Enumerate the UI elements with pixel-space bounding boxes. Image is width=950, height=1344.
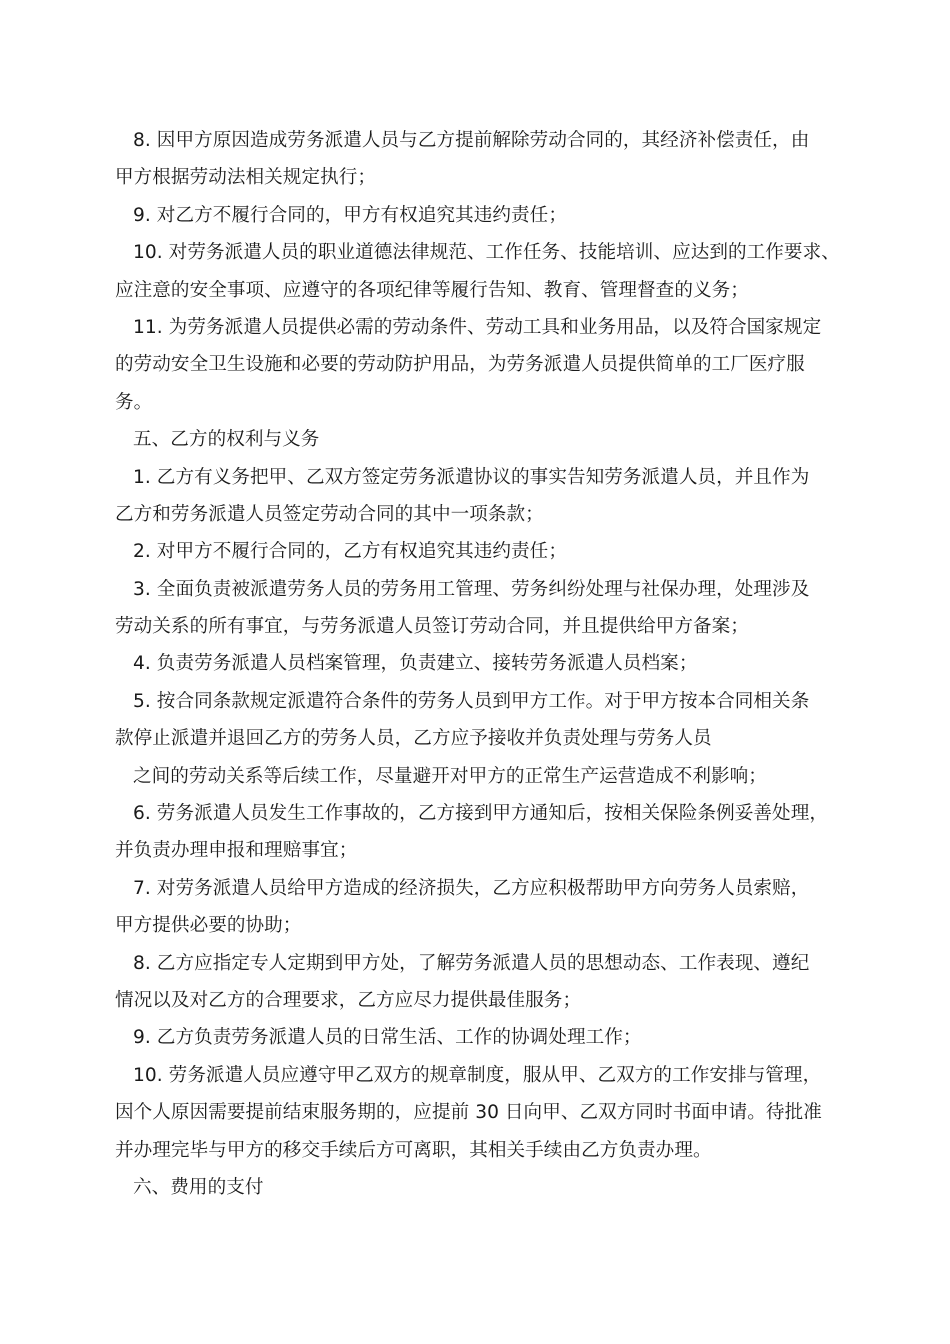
paragraph-line: 甲方提供必要的协助； <box>115 915 302 937</box>
paragraph-line: 情况以及对乙方的合理要求，乙方应尽力提供最佳服务； <box>115 989 582 1011</box>
paragraph-line: 应注意的安全事项、应遵守的各项纪律等履行告知、教育、管理督查的义务； <box>115 279 749 301</box>
paragraph-line: 9. 对乙方不履行合同的，甲方有权追究其违约责任； <box>133 204 567 226</box>
paragraph-line: 3. 全面负责被派遣劳务人员的劳务用工管理、劳务纠纷处理与社保办理，处理涉及 <box>133 578 810 600</box>
section-heading: 五、乙方的权利与义务 <box>133 429 320 451</box>
paragraph-line: 劳动关系的所有事宜，与劳务派遣人员签订劳动合同，并且提供给甲方备案； <box>115 616 749 638</box>
paragraph-line: 并办理完毕与甲方的移交手续后方可离职，其相关手续由乙方负责办理。 <box>115 1139 712 1161</box>
paragraph-line: 甲方根据劳动法相关规定执行； <box>115 167 377 189</box>
paragraph-line: 8. 因甲方原因造成劳务派遣人员与乙方提前解除劳动合同的，其经济补偿责任，由 <box>133 130 810 151</box>
paragraph-line: 因个人原因需要提前结束服务期的，应提前 30 日向甲、乙双方同时书面申请。待批准 <box>115 1102 822 1124</box>
paragraph-line: 之间的劳动关系等后续工作，尽量避开对甲方的正常生产运营造成不利影响； <box>133 765 767 787</box>
paragraph-line: 并负责办理申报和理赔事宜； <box>115 840 358 862</box>
paragraph-line: 5. 按合同条款规定派遣符合条件的劳务人员到甲方工作。对于甲方按本合同相关条 <box>133 690 810 712</box>
paragraph-line: 11. 为劳务派遣人员提供必需的劳动条件、劳动工具和业务用品，以及符合国家规定 <box>133 316 822 338</box>
section-heading: 六、费用的支付 <box>133 1176 264 1198</box>
paragraph-line: 10. 对劳务派遣人员的职业道德法律规范、工作任务、技能培训、应达到的工作要求、 <box>133 242 840 264</box>
paragraph-line: 8. 乙方应指定专人定期到甲方处，了解劳务派遣人员的思想动态、工作表现、遵纪 <box>133 952 810 974</box>
paragraph-line: 4. 负责劳务派遣人员档案管理，负责建立、接转劳务派遣人员档案； <box>133 653 698 675</box>
paragraph-line: 款停止派遣并退回乙方的劳务人员，乙方应予接收并负责处理与劳务人员 <box>115 728 712 750</box>
paragraph-line: 乙方和劳务派遣人员签定劳动合同的其中一项条款； <box>115 503 544 525</box>
paragraph-line: 10. 劳务派遣人员应遵守甲乙双方的规章制度，服从甲、乙双方的工作安排与管理， <box>133 1064 822 1086</box>
document-body <box>115 122 853 1206</box>
paragraph-line: 9. 乙方负责劳务派遣人员的日常生活、工作的协调处理工作； <box>133 1027 642 1049</box>
paragraph-line: 的劳动安全卫生设施和必要的劳动防护用品，为劳务派遣人员提供简单的工厂医疗服 <box>115 354 805 376</box>
paragraph-line: 2. 对甲方不履行合同的，乙方有权追究其违约责任； <box>133 541 567 563</box>
paragraph-line: 7. 对劳务派遣人员给甲方造成的经济损失，乙方应积极帮助甲方向劳务人员索赔， <box>133 877 810 899</box>
paragraph-line: 1. 乙方有义务把甲、乙双方签定劳务派遣协议的事实告知劳务派遣人员，并且作为 <box>133 466 810 488</box>
paragraph-line: 务。 <box>115 391 153 413</box>
paragraph-line: 6. 劳务派遣人员发生工作事故的，乙方接到甲方通知后，按相关保险条例妥善处理， <box>133 803 828 825</box>
